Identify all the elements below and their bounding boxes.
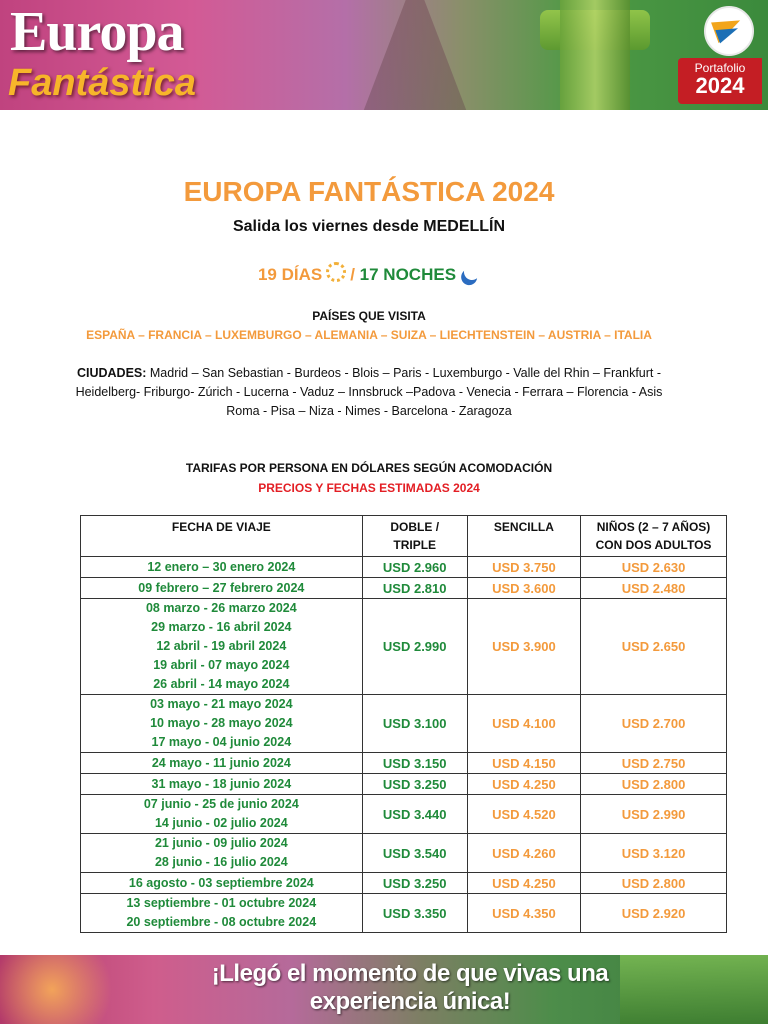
logo-fantastica: Fantástica: [8, 62, 196, 104]
travel-date-range: 24 mayo - 11 junio 2024: [151, 755, 291, 770]
table-row: [81, 557, 727, 578]
travel-date-range: 12 abril - 19 abril 2024: [156, 639, 287, 653]
page-subtitle: Salida los viernes desde MEDELLÍN: [232, 218, 506, 235]
cell-travel-dates: [81, 695, 363, 753]
nights-count: 17 NOCHES: [359, 265, 457, 284]
table-row: [81, 753, 727, 774]
table-row: [81, 578, 727, 599]
portfolio-year: 2024: [695, 73, 745, 98]
cell-price-double: USD 3.440: [362, 795, 467, 834]
header-single-label: SENCILLA: [493, 520, 554, 534]
table-row: [81, 599, 727, 695]
cities-line-3: Roma - Pisa – Niza - Nimes - Barcelona - Zaragoza: [226, 404, 512, 418]
eiffel-tower-image: [360, 0, 470, 110]
cell-price-double: USD 3.250: [362, 774, 467, 795]
portfolio-label: Portafolio: [694, 61, 746, 75]
travel-date-range: 19 abril - 07 mayo 2024: [153, 658, 290, 672]
cell-travel-dates: [81, 753, 363, 774]
travel-date-range: 07 junio - 25 de junio 2024: [143, 797, 299, 811]
cell-price-kids: USD 3.120: [581, 834, 727, 873]
cell-price-kids: USD 2.800: [581, 873, 727, 894]
travel-date-range: 12 enero – 30 enero 2024: [147, 559, 296, 574]
countries-heading: PAÍSES QUE VISITA: [312, 309, 426, 323]
header-double: [362, 516, 467, 557]
cell-price-single: USD 4.260: [467, 834, 580, 873]
cell-travel-dates: [81, 894, 363, 933]
cell-price-kids: USD 2.750: [581, 753, 727, 774]
cell-travel-dates: [81, 834, 363, 873]
table-row: [81, 695, 727, 753]
slogan-line-2: experiencia única!: [309, 988, 511, 1015]
cell-price-double: USD 2.990: [362, 599, 467, 695]
cell-price-single: USD 3.750: [467, 557, 580, 578]
travel-date-range: 13 septiembre - 01 octubre 2024: [126, 896, 317, 910]
cell-price-double: USD 3.150: [362, 753, 467, 774]
portfolio-badge: [678, 58, 762, 104]
cell-travel-dates: [81, 599, 363, 695]
cell-price-double: USD 3.250: [362, 873, 467, 894]
cell-price-kids: USD 2.480: [581, 578, 727, 599]
cell-price-single: USD 4.250: [467, 873, 580, 894]
logo-europa: Europa: [10, 1, 184, 63]
cell-price-single: USD 4.100: [467, 695, 580, 753]
page-title: EUROPA FANTÁSTICA 2024: [183, 176, 555, 207]
cities-paragraph: [40, 364, 698, 421]
cell-price-single: USD 4.250: [467, 774, 580, 795]
cell-travel-dates: [81, 795, 363, 834]
footer-slogan: [160, 960, 660, 1016]
rates-heading: TARIFAS POR PERSONA EN DÓLARES SEGÚN ACOMODACIÓN: [185, 461, 553, 475]
travel-date-range: 09 febrero – 27 febrero 2024: [138, 580, 305, 595]
header-date: [81, 516, 363, 557]
sun-icon: [326, 262, 346, 282]
rates-note: PRECIOS Y FECHAS ESTIMADAS 2024: [258, 481, 480, 495]
travel-date-range: 03 mayo - 21 mayo 2024: [150, 697, 293, 711]
cell-price-single: USD 3.900: [467, 599, 580, 695]
header-date-label: FECHA DE VIAJE: [171, 520, 271, 534]
cell-price-double: USD 3.350: [362, 894, 467, 933]
cities-line-2: Heidelberg- Friburgo- Zúrich - Lucerna - Vaduz – Innsbruck –Padova - Venecia - Ferrara – Florencia - Asis: [75, 385, 663, 399]
cell-price-kids: USD 2.650: [581, 599, 727, 695]
cell-price-single: USD 4.520: [467, 795, 580, 834]
cell-travel-dates: [81, 578, 363, 599]
slogan-line-1: ¡Llegó el momento de que vivas una: [211, 960, 609, 987]
header-kids-label-1: NIÑOS (2 – 7 AÑOS): [596, 520, 711, 534]
moon-icon: [461, 261, 483, 283]
days-count: 19 DÍAS: [257, 265, 323, 284]
cities-line-1: Madrid – San Sebastian - Burdeos - Blois – Paris - Luxemburgo - Valle del Rhin – Frankfurt -: [146, 366, 662, 380]
table-row: [81, 795, 727, 834]
cell-price-kids: USD 2.920: [581, 894, 727, 933]
header-kids: [581, 516, 727, 557]
travel-date-range: 16 agosto - 03 septiembre 2024: [128, 875, 314, 890]
cell-price-single: USD 4.350: [467, 894, 580, 933]
table-row: [81, 894, 727, 933]
travel-date-range: 21 junio - 09 julio 2024: [154, 836, 288, 850]
cell-price-kids: USD 2.630: [581, 557, 727, 578]
cell-price-double: USD 2.960: [362, 557, 467, 578]
travel-date-range: 17 mayo - 04 junio 2024: [151, 735, 292, 749]
cities-label: CIUDADES:: [76, 366, 147, 380]
cell-price-double: USD 3.540: [362, 834, 467, 873]
duration-separator: /: [350, 265, 355, 284]
header-single: [467, 516, 580, 557]
travel-date-range: 20 septiembre - 08 octubre 2024: [126, 915, 317, 929]
cell-price-double: USD 2.810: [362, 578, 467, 599]
cell-travel-dates: [81, 774, 363, 795]
footer-image-left: [0, 955, 130, 1024]
cell-price-double: USD 3.100: [362, 695, 467, 753]
column-image: [560, 0, 630, 110]
cell-travel-dates: [81, 873, 363, 894]
table-row: [81, 774, 727, 795]
table-header-row: [81, 516, 727, 557]
cell-price-kids: USD 2.800: [581, 774, 727, 795]
travel-date-range: 26 abril - 14 mayo 2024: [153, 677, 290, 691]
header-banner: [0, 0, 768, 110]
travel-date-range: 10 mayo - 28 mayo 2024: [150, 716, 293, 730]
travel-date-range: 08 marzo - 26 marzo 2024: [145, 601, 297, 615]
header-double-label-1: DOBLE /: [390, 520, 440, 534]
travel-date-range: 14 junio - 02 julio 2024: [154, 816, 288, 830]
travel-date-range: 29 marzo - 16 abril 2024: [151, 620, 292, 634]
price-table: [80, 515, 727, 933]
cell-price-kids: USD 2.990: [581, 795, 727, 834]
countries-list: ESPAÑA – FRANCIA – LUXEMBURGO – ALEMANIA – SUIZA – LIECHTENSTEIN – AUSTRIA – ITALIA: [86, 328, 652, 342]
cell-price-kids: USD 2.700: [581, 695, 727, 753]
header-double-label-2: TRIPLE: [393, 538, 437, 552]
table-row: [81, 834, 727, 873]
table-row: [81, 873, 727, 894]
price-table-body: [81, 557, 727, 933]
cell-price-single: USD 4.150: [467, 753, 580, 774]
cell-price-single: USD 3.600: [467, 578, 580, 599]
travel-date-range: 28 junio - 16 julio 2024: [154, 855, 288, 869]
trip-duration: [0, 262, 738, 285]
travel-date-range: 31 mayo - 18 junio 2024: [151, 776, 292, 791]
header-kids-label-2: CON DOS ADULTOS: [595, 538, 712, 552]
cell-travel-dates: [81, 557, 363, 578]
